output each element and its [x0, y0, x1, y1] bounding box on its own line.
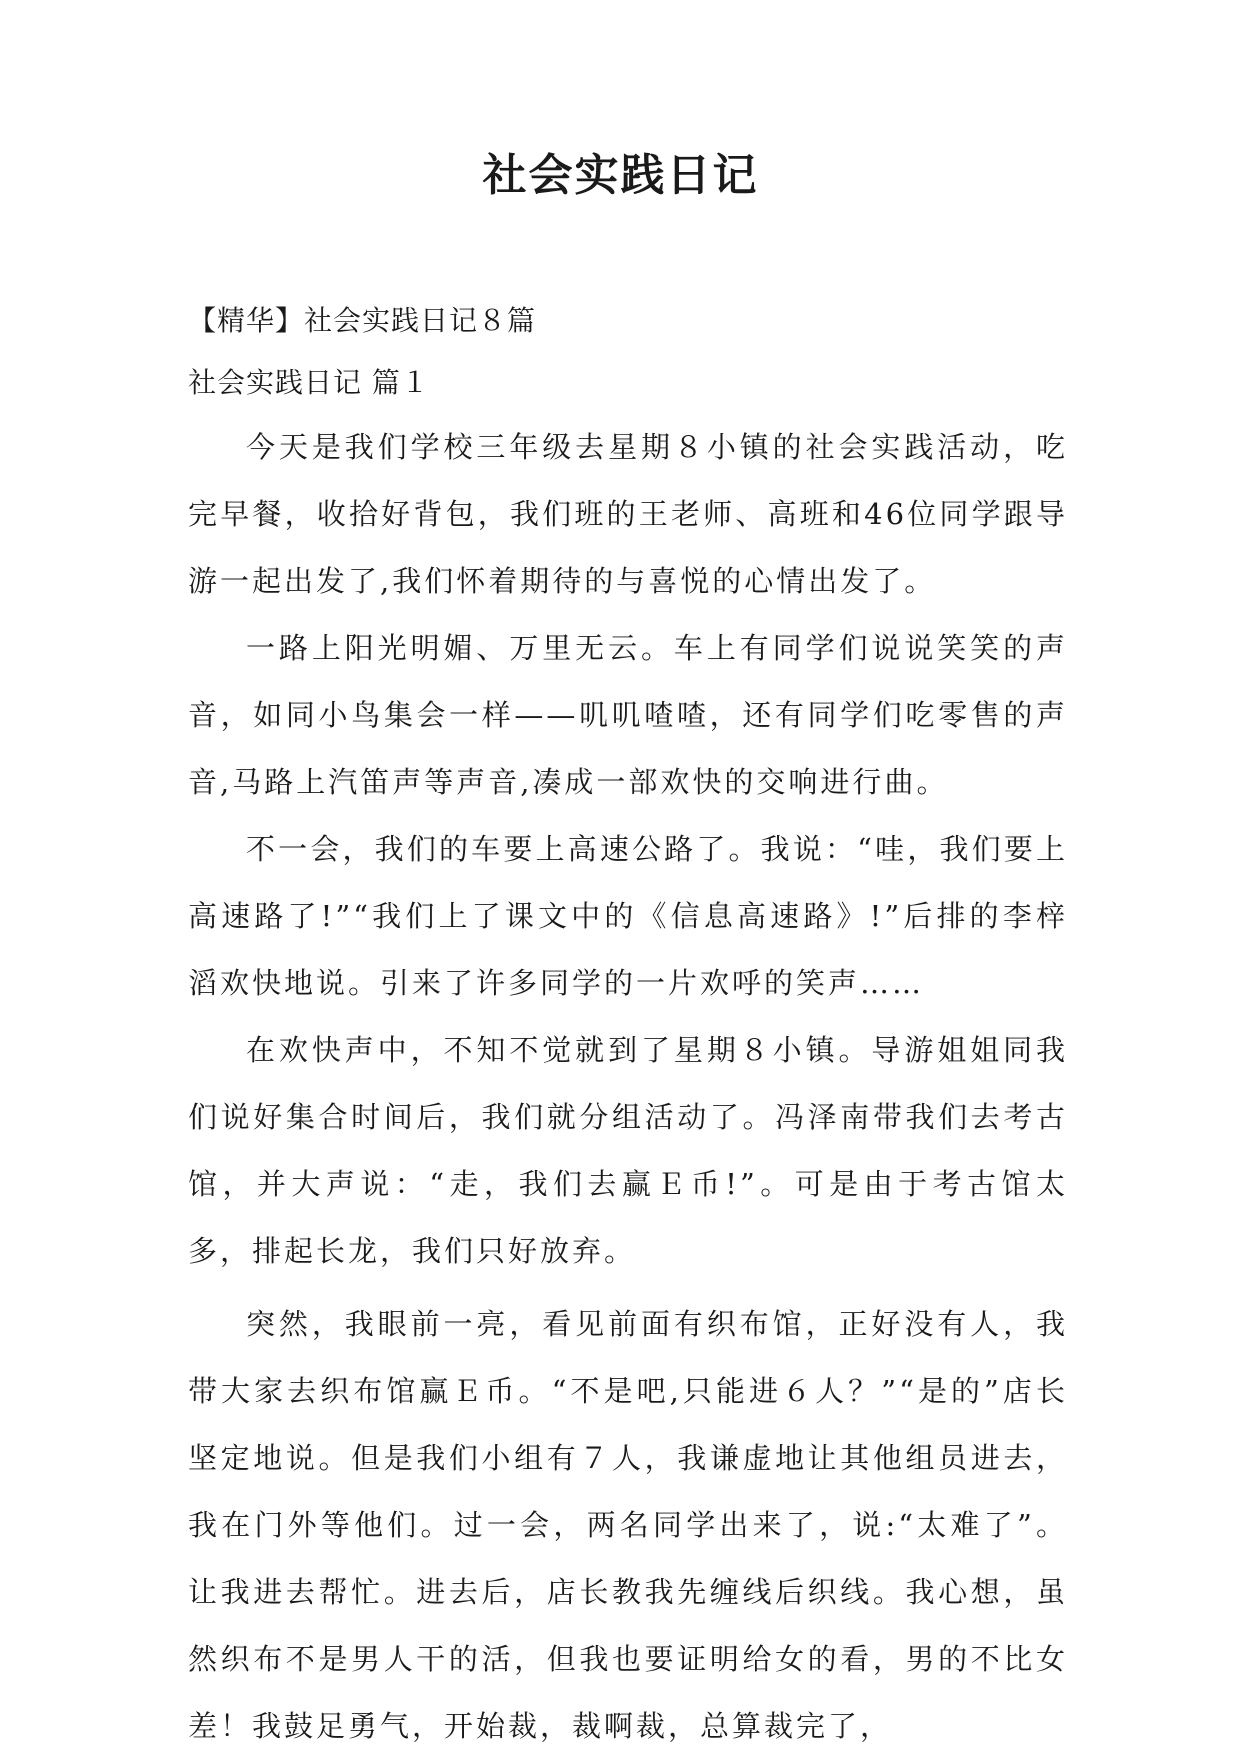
document-subtitle: 【精华】社会实践日记８篇: [188, 304, 537, 337]
section-heading: 社会实践日记 篇１: [188, 366, 430, 399]
paragraph: 今天是我们学校三年级去星期８小镇的社会实践活动，吃完早餐，收拾好背包，我们班的王老师、高班和46位同学跟导游一起出发了,我们怀着期待的与喜悦的心情出发了。: [188, 430, 1068, 598]
paragraph: 一路上阳光明媚、万里无云。车上有同学们说说笑笑的声音，如同小鸟集会一样——叽叽喳喳，还有同学们吃零售的声音,马路上汽笛声等声音,凑成一部欢快的交响进行曲。: [188, 631, 1068, 799]
paragraph: 在欢快声中，不知不觉就到了星期８小镇。导游姐姐同我们说好集合时间后，我们就分组活动了。冯泽南带我们去考古馆，并大声说：“走，我们去赢Ｅ币!”。可是由于考古馆太多，排起长龙，我们只好放弃。: [188, 1033, 1068, 1268]
paragraph: 突然，我眼前一亮，看见前面有织布馆，正好没有人，我带大家去织布馆赢Ｅ币。“不是吧,只能进６人？”“是的”店长坚定地说。但是我们小组有７人，我谦虚地让其他组员进去，我在门外等他们。过一会，两名同学出来了，说:“太难了”。让我进去帮忙。进去后，店长教我先缠线后织线。我心想，虽然织布不是男人干的活，但我也要证明给女的看，男的不比女差！我鼓足勇气，开始裁，裁啊裁，总算裁完了，: [188, 1307, 1068, 1743]
document-body: [188, 290, 1068, 1760]
paragraph: 不一会，我们的车要上高速公路了。我说：“哇，我们要上高速路了!”“我们上了课文中的《信息高速路》!”后排的李梓滔欢快地说。引来了许多同学的一片欢呼的笑声……: [188, 832, 1068, 1000]
document-title: 社会实践日记: [482, 150, 759, 201]
